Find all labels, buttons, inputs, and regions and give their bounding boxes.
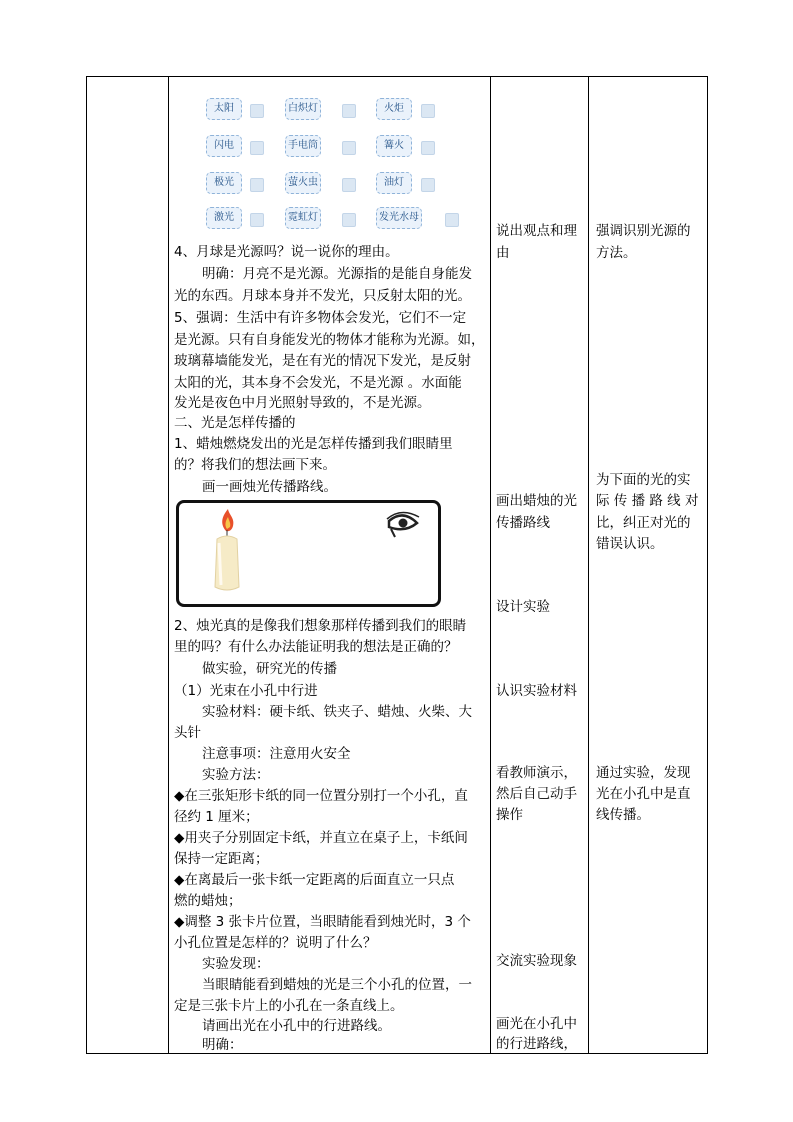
light-card: 萤火虫 bbox=[285, 172, 321, 194]
step-line: ◆在三张矩形卡纸的同一位置分别打一个小孔，直 bbox=[174, 788, 468, 804]
intent-text: 线传播。 bbox=[596, 807, 650, 823]
activity-text: 说出观点和理 bbox=[496, 223, 577, 239]
activity-text: 画光在小孔中 bbox=[496, 1016, 577, 1032]
text-line: 小孔位置是怎样的？说明了什么？ bbox=[174, 935, 377, 951]
text-line: 做实验，研究光的传播 bbox=[202, 661, 337, 677]
text-line: 实验材料：硬卡纸、铁夹子、蜡烛、火柴、大 bbox=[202, 704, 472, 720]
text-line: 明确： bbox=[202, 1037, 243, 1053]
text-line: 发光是夜色中月光照射导致的，不是光源。 bbox=[174, 395, 431, 411]
answer-box bbox=[250, 141, 264, 155]
answer-box bbox=[342, 141, 356, 155]
intent-text: 为下面的光的实 bbox=[596, 472, 691, 488]
intent-text: 方法。 bbox=[596, 245, 637, 261]
answer-box bbox=[250, 178, 264, 192]
column-divider-1 bbox=[168, 76, 169, 1054]
intent-text: 错误认识。 bbox=[596, 536, 664, 552]
light-card: 白炽灯 bbox=[285, 98, 321, 120]
column-divider-2 bbox=[490, 76, 491, 1054]
answer-box bbox=[445, 213, 459, 227]
eye-icon bbox=[387, 512, 419, 537]
text-line: 的？将我们的想法画下来。 bbox=[174, 457, 336, 473]
text-line: 玻璃幕墙能发光，是在有光的情况下发光，是反射 bbox=[174, 353, 471, 369]
activity-text: 设计实验 bbox=[496, 599, 550, 615]
light-card: 霓虹灯 bbox=[285, 207, 321, 229]
text-line: 保持一定距离； bbox=[174, 851, 269, 867]
text-line: 当眼睛能看到蜡烛的光是三个小孔的位置，一 bbox=[202, 977, 472, 993]
light-card: 极光 bbox=[206, 172, 242, 194]
text-line: 燃的蜡烛； bbox=[174, 893, 242, 909]
subsection-heading: （1）光束在小孔中行进 bbox=[174, 683, 318, 699]
activity-text: 操作 bbox=[496, 807, 523, 823]
text-line: 明确：月亮不是光源。光源指的是能自身能发 bbox=[202, 266, 472, 282]
text-line: 1、蜡烛燃烧发出的光是怎样传播到我们眼睛里 bbox=[174, 436, 453, 452]
activity-text: 然后自己动手 bbox=[496, 786, 577, 802]
text-line: 里的吗？有什么办法能证明我的想法是正确的？ bbox=[174, 639, 458, 655]
activity-text: 认识实验材料 bbox=[496, 683, 577, 699]
light-card: 手电筒 bbox=[285, 135, 321, 157]
text-line: 光的东西。月球本身并不发光，只反射太阳的光。 bbox=[174, 288, 471, 304]
question-2: 2、烛光真的是像我们想象那样传播到我们的眼睛 bbox=[174, 618, 467, 634]
answer-box bbox=[342, 213, 356, 227]
activity-text: 传播路线 bbox=[496, 515, 550, 531]
answer-box bbox=[421, 141, 435, 155]
column-divider-3 bbox=[588, 76, 589, 1054]
intent-text: 比，纠正对光的 bbox=[596, 515, 691, 531]
section-heading: 二、光是怎样传播的 bbox=[174, 415, 296, 431]
light-card: 闪电 bbox=[206, 135, 242, 157]
text-line: 太阳的光，其本身不会发光，不是光源 。水面能 bbox=[174, 375, 462, 391]
step-line: ◆在离最后一张卡纸一定距离的后面直立一只点 bbox=[174, 872, 455, 888]
answer-box bbox=[421, 104, 435, 118]
step-line: ◆调整 3 张卡片位置，当眼睛能看到烛光时，3 个 bbox=[174, 914, 471, 930]
activity-text: 由 bbox=[496, 245, 510, 261]
intent-text: 强调识别光源的 bbox=[596, 223, 691, 239]
text-line: 径约 1 厘米； bbox=[174, 809, 259, 825]
light-card: 油灯 bbox=[376, 172, 412, 194]
question-4: 4、月球是光源吗？说一说你的理由。 bbox=[174, 244, 399, 260]
light-card: 太阳 bbox=[206, 98, 242, 120]
light-card: 发光水母 bbox=[376, 207, 422, 229]
text-line: 5、强调：生活中有许多物体会发光，它们不一定 bbox=[174, 310, 467, 326]
activity-text: 画出蜡烛的光 bbox=[496, 493, 577, 509]
text-line: 注意事项：注意用火安全 bbox=[202, 746, 351, 762]
text-line: 定是三张卡片上的小孔在一条直线上。 bbox=[174, 998, 404, 1014]
step-line: ◆用夹子分别固定卡纸，并直立在桌子上，卡纸间 bbox=[174, 830, 468, 846]
intent-text: 光在小孔中是直 bbox=[596, 786, 691, 802]
answer-box bbox=[250, 213, 264, 227]
text-line: 画一画烛光传播路线。 bbox=[202, 479, 337, 495]
activity-text: 看教师演示， bbox=[496, 765, 577, 781]
text-line: 请画出光在小孔中的行进路线。 bbox=[202, 1018, 391, 1034]
candle-icon bbox=[215, 509, 239, 590]
light-card: 篝火 bbox=[376, 135, 412, 157]
intent-text: 际 传 播 路 线 对 bbox=[596, 493, 699, 509]
text-line: 实验方法： bbox=[202, 767, 270, 783]
text-line: 头针 bbox=[174, 725, 201, 741]
light-card: 火炬 bbox=[376, 98, 412, 120]
intent-text: 通过实验，发现 bbox=[596, 765, 691, 781]
answer-box bbox=[342, 104, 356, 118]
answer-box bbox=[250, 104, 264, 118]
activity-text: 的行进路线， bbox=[496, 1036, 577, 1052]
text-line: 实验发现： bbox=[202, 956, 270, 972]
light-card: 激光 bbox=[206, 207, 242, 229]
text-line: 是光源。只有自身能发光的物体才能称为光源。如， bbox=[174, 332, 485, 348]
answer-box bbox=[342, 178, 356, 192]
drawing-box bbox=[176, 500, 441, 607]
activity-text: 交流实验现象 bbox=[496, 953, 577, 969]
answer-box bbox=[421, 178, 435, 192]
